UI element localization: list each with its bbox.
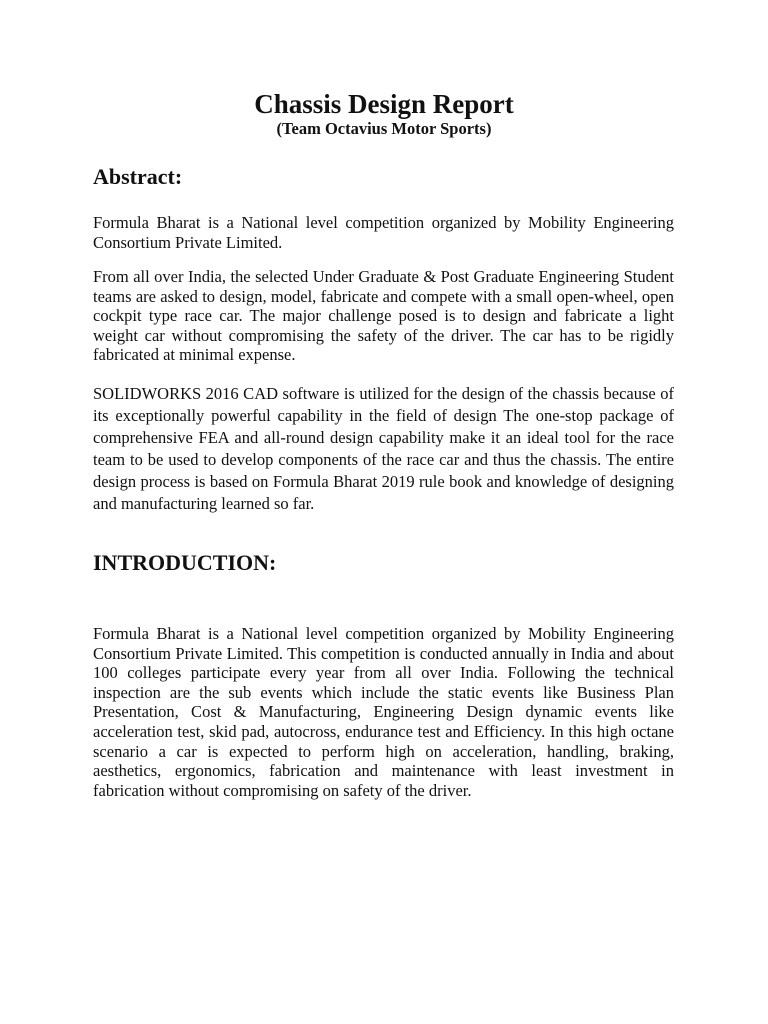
report-title: Chassis Design Report (254, 89, 514, 119)
introduction-heading: INTRODUCTION: (93, 550, 277, 575)
abstract-paragraph-2: From all over India, the selected Under Graduate & Post Graduate Engineering Student teams are asked to design, model, fabricate and compete with a small open-wheel, open cockpit type race car. The major challenge posed is to design and fabricate a light weight car without compromising the safety of the driver. The car has to be rigidly fabricated at minimal expense. (93, 267, 674, 365)
introduction-paragraph-1: Formula Bharat is a National level competition organized by Mobility Engineering Consortium Private Limited. This competition is conducted annually in India and about 100 colleges participate every year from all over India. Following the technical inspection are the sub events which include the static events like Business Plan Presentation, Cost & Manufacturing, Engineering Design dynamic events like acceleration test, skid pad, autocross, endurance test and Efficiency. In this high octane scenario a car is expected to perform high on acceleration, handling, braking, aesthetics, ergonomics, fabrication and maintenance with least investment in fabrication without compromising on safety of the driver. (93, 624, 674, 800)
abstract-paragraph-3: SOLIDWORKS 2016 CAD software is utilized for the design of the chassis because of its exceptionally powerful capability in the field of design The one-stop package of comprehensive FEA and all-round design capability make it an ideal tool for the race team to be used to develop components of the race car and thus the chassis. The entire design process is based on Formula Bharat 2019 rule book and knowledge of designing and manufacturing learned so far. (93, 384, 674, 513)
report-subtitle: (Team Octavius Motor Sports) (276, 119, 492, 138)
abstract-paragraph-1: Formula Bharat is a National level competition organized by Mobility Engineering Consortium Private Limited. (93, 213, 674, 252)
abstract-heading: Abstract: (93, 164, 183, 189)
